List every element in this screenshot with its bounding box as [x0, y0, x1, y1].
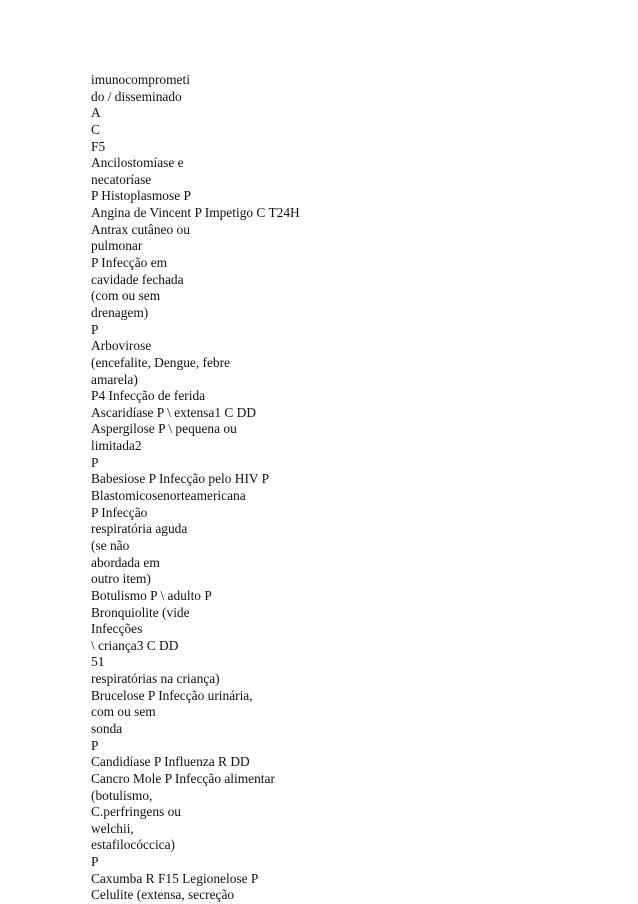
text-line: drenagem) — [91, 304, 149, 320]
text-line: Aspergilose P \ pequena ou — [91, 421, 237, 437]
text-line: C.perfringens ou — [91, 804, 181, 820]
text-line: Botulismo P \ adulto P — [91, 587, 212, 603]
text-line: P — [91, 737, 99, 753]
text-line: P Infecção — [91, 504, 148, 520]
text-line: cavidade fechada — [91, 271, 184, 287]
text-line: Babesiose P Infecção pelo HIV P — [91, 471, 270, 487]
text-line: C — [91, 121, 100, 137]
text-line: A — [91, 105, 101, 121]
text-line: (botulismo, — [91, 787, 153, 803]
text-line: necatoríase — [91, 171, 152, 187]
text-line: Caxumba R F15 Legionelose P — [91, 870, 259, 886]
text-line: Ancilostomíase e — [91, 155, 184, 171]
text-line: Ascaridíase P \ extensa1 C DD — [91, 404, 256, 420]
text-line: (com ou sem — [91, 288, 161, 304]
text-line: limitada2 — [91, 438, 142, 454]
text-line: Brucelose P Infecção urinária, — [91, 687, 253, 703]
text-line: respiratórias na criança) — [91, 671, 220, 687]
text-line: amarela) — [91, 371, 138, 387]
text-line: 51 — [91, 654, 105, 670]
text-line: Blastomicosenorteamericana — [91, 488, 246, 504]
text-line: Celulite (extensa, secreção — [91, 887, 235, 903]
text-line: do / disseminado — [91, 88, 182, 104]
text-line: \ criança3 C DD — [91, 637, 179, 653]
text-line: imunocomprometi — [91, 72, 190, 87]
text-line: Angina de Vincent P Impetigo C T24H — [91, 205, 300, 221]
text-line: (encefalite, Dengue, febre — [91, 354, 231, 370]
text-line: abordada em — [91, 554, 160, 570]
text-line: Bronquiolite (vide — [91, 604, 190, 620]
text-line: Arbovirose — [91, 338, 152, 354]
text-line: P Infecção em — [91, 255, 168, 271]
text-line: (se não — [91, 537, 130, 553]
text-line: respiratória aguda — [91, 521, 188, 537]
text-line: Cancro Mole P Infecção alimentar — [91, 770, 275, 786]
text-line: welchii, — [91, 820, 134, 836]
document-text-block — [91, 72, 351, 904]
text-line: sonda — [91, 720, 123, 736]
text-line: F5 — [91, 138, 106, 154]
text-line: P — [91, 454, 99, 470]
text-line: P — [91, 321, 99, 337]
text-line: P Histoplasmose P — [91, 188, 191, 204]
text-line: outro item) — [91, 571, 151, 587]
text-line: P4 Infecção de ferida — [91, 388, 206, 404]
text-line: com ou sem — [91, 704, 156, 720]
text-line: Antrax cutâneo ou — [91, 221, 190, 237]
text-line: estafilocóccica) — [91, 837, 176, 853]
text-line: Infecções — [91, 621, 143, 637]
text-line: pulmonar — [91, 238, 143, 254]
text-line: P — [91, 854, 99, 870]
text-line: Candidíase P Influenza R DD — [91, 754, 250, 770]
